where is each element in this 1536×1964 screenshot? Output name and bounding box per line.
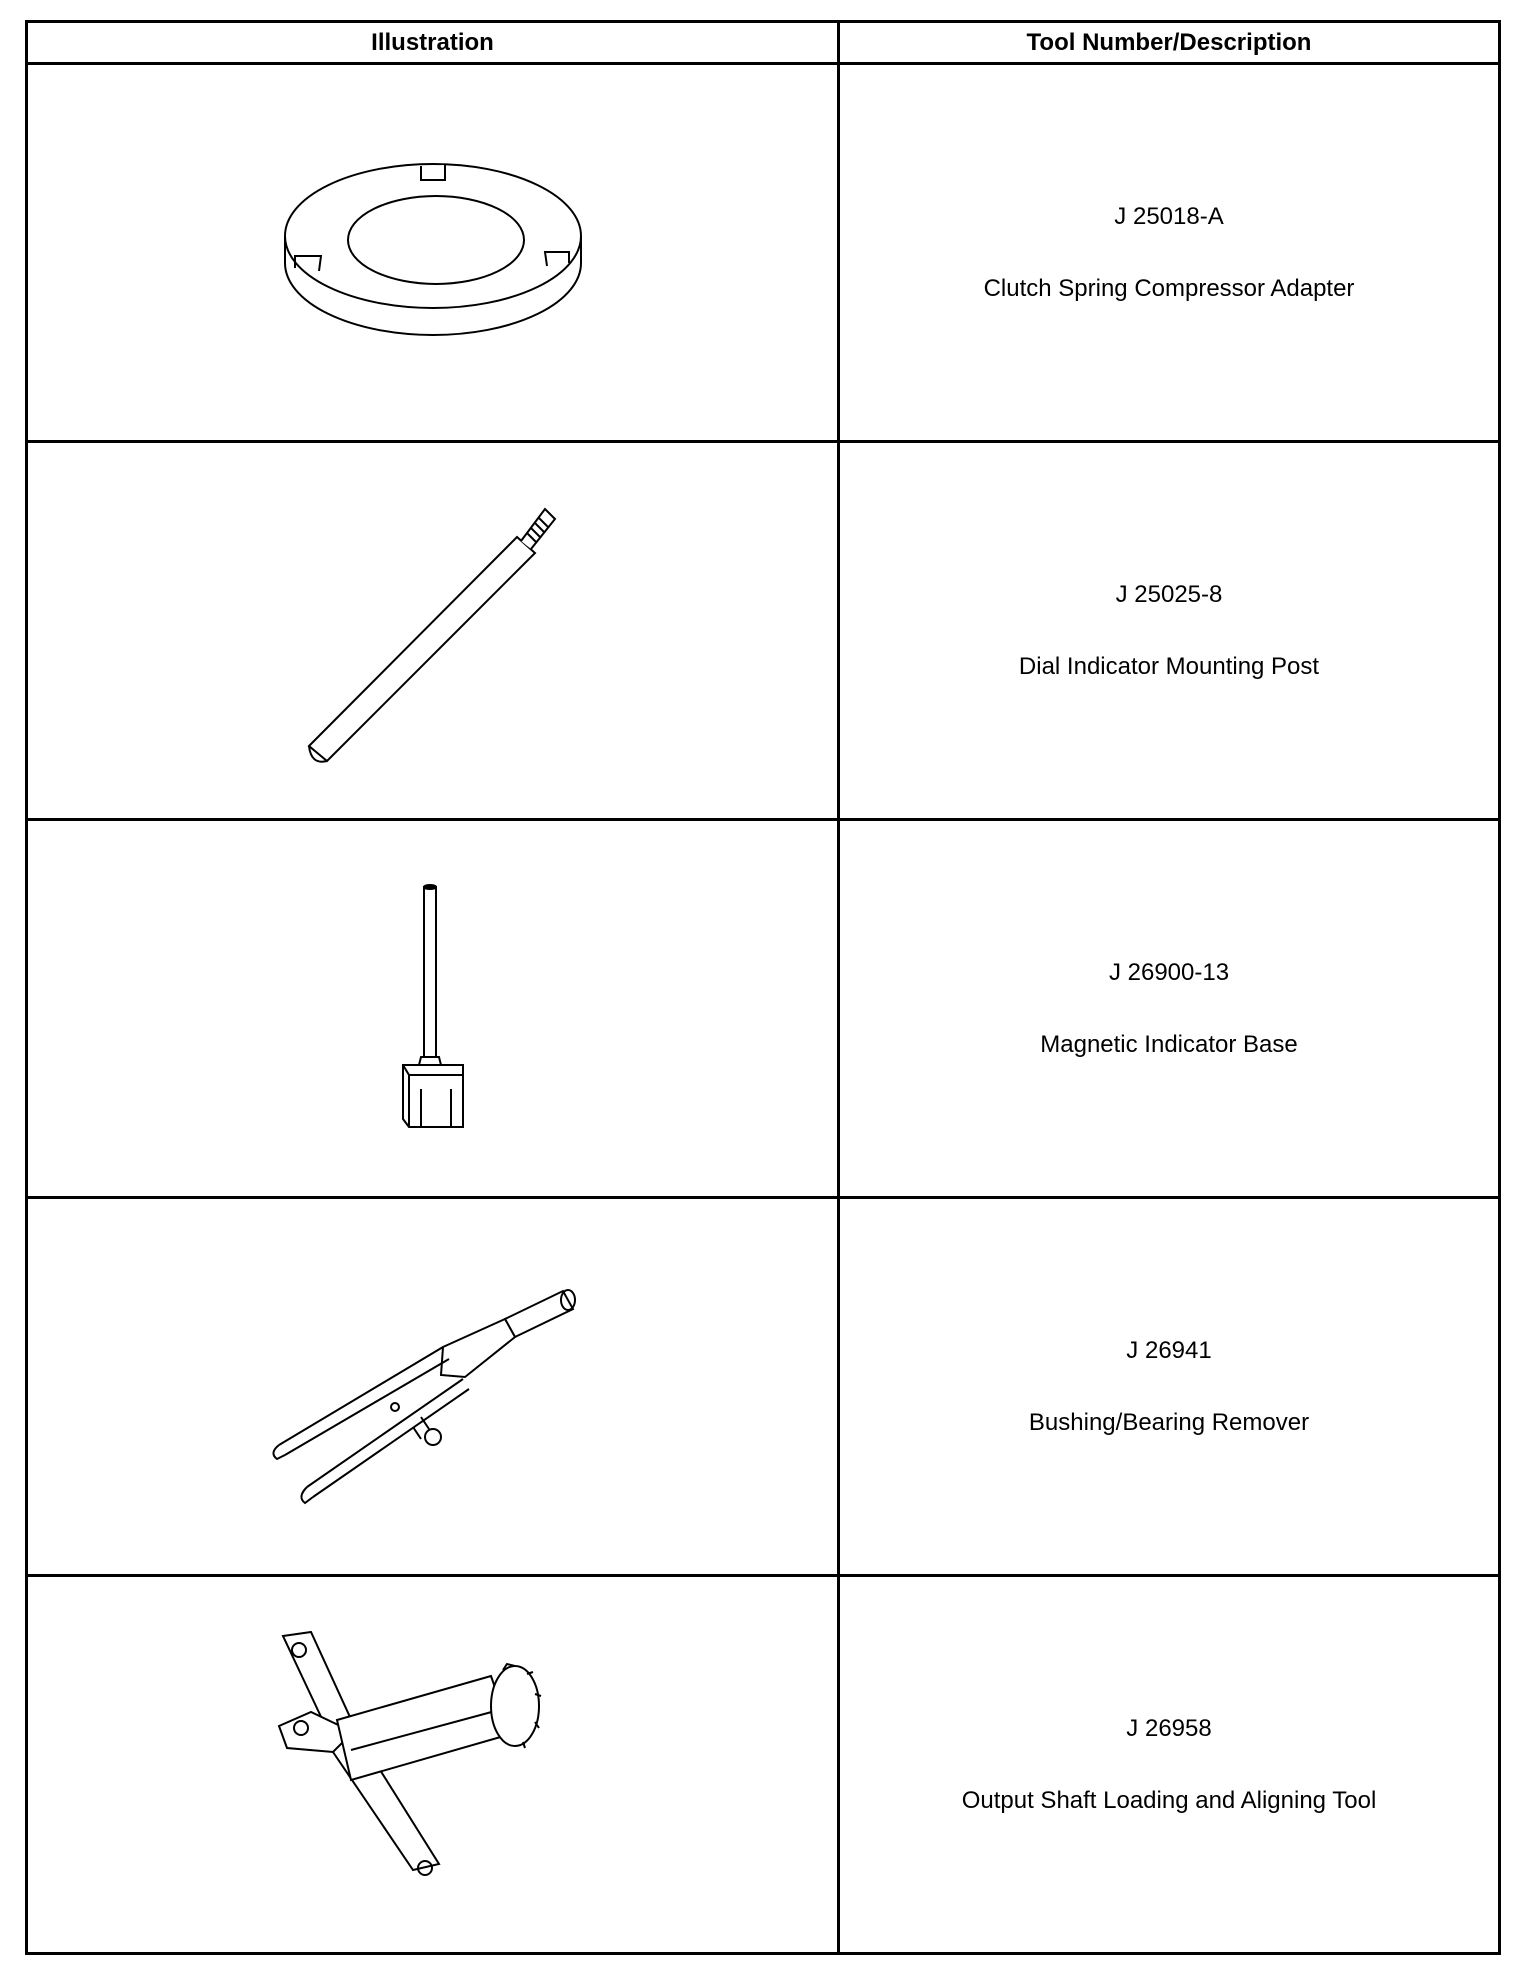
tool-description-cell [839,64,1500,442]
tool-number: J 25018-A [1114,202,1224,230]
tool-description: Magnetic Indicator Base [1040,1030,1298,1058]
tool-description: Output Shaft Loading and Aligning Tool [961,1786,1377,1814]
tool-number: J 25025-8 [1115,580,1223,608]
table-header-row [27,22,1500,64]
illustration-column-header: Illustration [27,22,839,64]
tool-number: J 26958 [1126,1714,1212,1742]
tool-description-cell [839,820,1500,1198]
special-tools-table [25,20,1501,1955]
illustration-cell [27,1198,839,1576]
tool-column-header: Tool Number/Description [839,22,1500,64]
tool-description: Bushing/Bearing Remover [1028,1408,1310,1436]
table-row [27,442,1500,820]
illustration-cell [27,442,839,820]
tool-description: Dial Indicator Mounting Post [1018,652,1320,680]
tool-description-cell [839,1576,1500,1954]
dial-indicator-mounting-post-icon [273,481,593,781]
bushing-bearing-remover-icon [263,1267,603,1507]
illustration-cell [27,820,839,1198]
illustration-cell [27,1576,839,1954]
clutch-spring-compressor-adapter-icon [273,138,593,368]
tool-description-cell [839,1198,1500,1576]
tool-number: J 26900-13 [1108,958,1230,986]
table-row [27,1198,1500,1576]
table-row [27,1576,1500,1954]
illustration-cell [27,64,839,442]
tool-number: J 26941 [1126,1336,1212,1364]
table-row [27,64,1500,442]
table-row [27,820,1500,1198]
tool-description-cell [839,442,1500,820]
output-shaft-loading-aligning-tool-icon [263,1620,603,1910]
tool-description: Clutch Spring Compressor Adapter [983,274,1355,302]
magnetic-indicator-base-icon [373,879,493,1139]
